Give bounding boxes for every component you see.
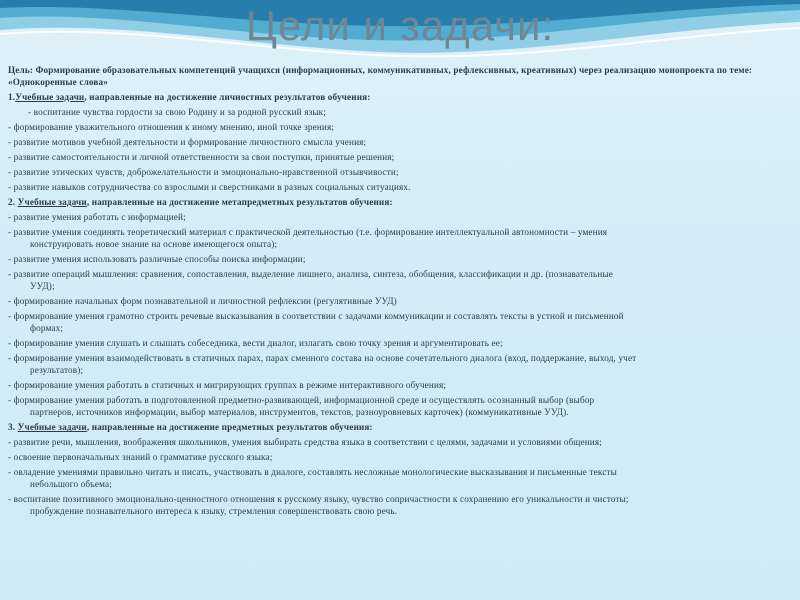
list-item: - развитие навыков сотрудничества со взрослыми и сверстниками в разных социальных ситуациях.: [8, 181, 411, 192]
list-item: - развитие речи, мышления, воображения школьников, умения выбирать средства языка в соответствии с целями, задачами и условиями общения;: [8, 437, 602, 448]
list-item-continuation: небольшого объема;: [30, 479, 112, 490]
page-title: Цели и задачи:: [245, 2, 555, 49]
section-heading: [8, 196, 792, 208]
list-item: - развитие умения работать с информацией;: [8, 211, 186, 222]
list-item: - формирование умения грамотно строить речевые высказывания в соответствии с задачами коммуникации и составлять тексты в устной и письменной: [8, 311, 624, 322]
list-item: - развитие умения соединять теоретический материал с практической деятельностью (т.е. формирование интеллектуальной автономности – умения: [8, 226, 608, 237]
list-item: - овладение умениями правильно читать и писать, участвовать в диалоге, составлять несложные монологические высказывания и письменные тексты: [8, 467, 617, 478]
section-heading: [8, 421, 792, 433]
list-item: - формирование умения работать в статичных и мигрирующих группах в режиме интерактивного обучения;: [8, 380, 447, 391]
section-number: 1.: [8, 92, 16, 103]
list-item: - воспитание позитивного эмоционально-ценностного отношения к русскому языку, чувство сопричастности к сохранению его уникальности и чистоты;: [8, 494, 629, 505]
section-3: [8, 421, 792, 517]
list-item-continuation: результатов);: [30, 365, 84, 376]
list-item: - развитие операций мышления: сравнения, сопоставления, выделение лишнего, анализа, синтеза, обобщения, классификации и др. (познавательные: [8, 269, 613, 279]
list-item: - формирование начальных форм познавательной и личностной рефлексии (регулятивные УУД): [8, 296, 397, 307]
section-heading-underlined: Учебные задачи: [15, 92, 85, 103]
list-item-continuation: партнеров, источников информации, выбор материалов, инструментов, текстов, разноуровневых карточек) (коммуникативные УУД).: [30, 407, 569, 418]
list-item: - формирование умения слушать и слышать собеседника, вести диалог, излагать свою точку зрения и аргументировать ее;: [8, 338, 503, 349]
section-heading-underlined: Учебные задачи: [17, 422, 87, 433]
list-item-continuation: пробуждение познавательного интереса к языку, стремления совершенствовать свою речь.: [30, 506, 398, 517]
list-item: - формирование уважительного отношения к иному мнению, иной точке зрения;: [8, 122, 335, 133]
section-heading-rest: , направленные на достижение предметных результатов обучения:: [86, 422, 373, 433]
goal-statement: Цель: Формирование образовательных компетенций учащихся (информационных, коммуникативных, рефлексивных, креативных) через реализацию монопроекта по теме: «Однокоренные слова»: [8, 65, 753, 88]
list-item-continuation: формах;: [30, 323, 64, 334]
list-item: - освоение первоначальных знаний о грамматике русского языка;: [8, 452, 273, 463]
list-item: - формирование умения взаимодействовать в статичных парах, парах сменного состава на основе сочетательного диалога (вход, поддержание, выход, учет: [8, 353, 637, 364]
list-item: - воспитание чувства гордости за свою Родину и за родной русский язык;: [28, 107, 326, 118]
section-1: [8, 91, 792, 193]
list-item: - развитие мотивов учебной деятельности и формирование личностного смысла учения;: [8, 137, 367, 148]
list-item: - развитие этических чувств, доброжелательности и эмоционально-нравственной отзывчивости;: [8, 167, 399, 177]
section-heading: [8, 91, 792, 103]
section-number: 2.: [8, 196, 16, 207]
list-item-continuation: УУД);: [30, 281, 55, 292]
list-item: - развитие умения использовать различные способы поиска информации;: [8, 254, 306, 265]
section-heading-rest: , направленные на достижение личностных результатов обучения:: [84, 92, 371, 103]
list-item-continuation: конструировать новое знание на основе имеющегося опыта);: [30, 239, 278, 250]
list-item: - формирование умения работать в подготовленной предметно-развивающей, информационной среде и осуществлять осознанный выбор (выбор: [8, 395, 595, 406]
section-heading-underlined: Учебные задачи: [17, 196, 87, 207]
section-2: [8, 196, 792, 418]
section-number: 3.: [8, 422, 16, 433]
document-body: [8, 64, 792, 520]
section-heading-rest: , направленные на достижение метапредметных результатов обучения:: [86, 196, 393, 207]
list-item: - развитие самостоятельности и личной ответственности за свои поступки, принятые решения;: [8, 152, 395, 163]
